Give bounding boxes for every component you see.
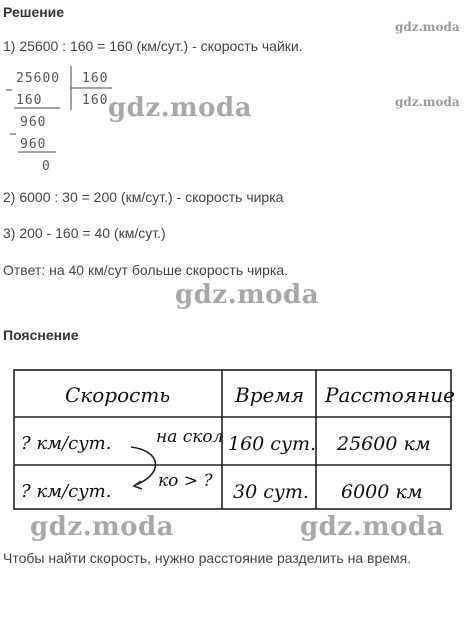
speed-time-distance-table [13, 369, 453, 511]
step-1: 1) 25600 : 160 = 160 (км/сут.) - скорость чайки. [3, 38, 303, 54]
subtrahend-1: 160 [16, 93, 43, 108]
watermark-large: gdz.moda [300, 512, 445, 542]
row1-distance: 25600 км [337, 433, 431, 455]
annotation-bottom: ко > ? [158, 471, 213, 491]
header-distance: Расстояние [325, 383, 455, 407]
watermark-large: gdz.moda [175, 280, 320, 310]
row2-time: 30 сут. [233, 481, 309, 503]
row2-speed: ? км/сут. [21, 481, 112, 502]
step-2: 2) 6000 : 30 = 200 (км/сут.) - скорость чирка [3, 189, 284, 205]
header-speed: Скорость [65, 383, 171, 407]
subtrahend-2: 960 [20, 137, 47, 152]
remainder-1: 960 [20, 115, 47, 130]
explanation-heading: Пояснение [3, 327, 79, 343]
final-remainder: 0 [42, 159, 51, 174]
quotient: 160 [82, 93, 109, 108]
divisor: 160 [82, 71, 109, 86]
header-time: Время [235, 383, 305, 407]
step-3: 3) 200 - 160 = 40 (км/сут.) [3, 225, 166, 241]
solution-heading: Решение [3, 4, 65, 20]
watermark-large: gdz.moda [30, 512, 175, 542]
long-division [0, 62, 120, 182]
conclusion: Чтобы найти скорость, нужно расстояние разделить на время. [3, 550, 412, 566]
watermark-small: gdz.moda [395, 95, 460, 109]
answer: Ответ: на 40 км/сут больше скорость чирка. [3, 262, 289, 278]
row1-time: 160 сут. [228, 433, 317, 455]
row1-speed: ? км/сут. [21, 433, 112, 454]
row2-distance: 6000 км [341, 481, 423, 503]
watermark-large: gdz.moda [108, 93, 253, 123]
watermark-small: gdz.moda [395, 20, 460, 34]
annotation-top: на скол [156, 427, 224, 447]
dividend: 25600 [16, 71, 61, 86]
